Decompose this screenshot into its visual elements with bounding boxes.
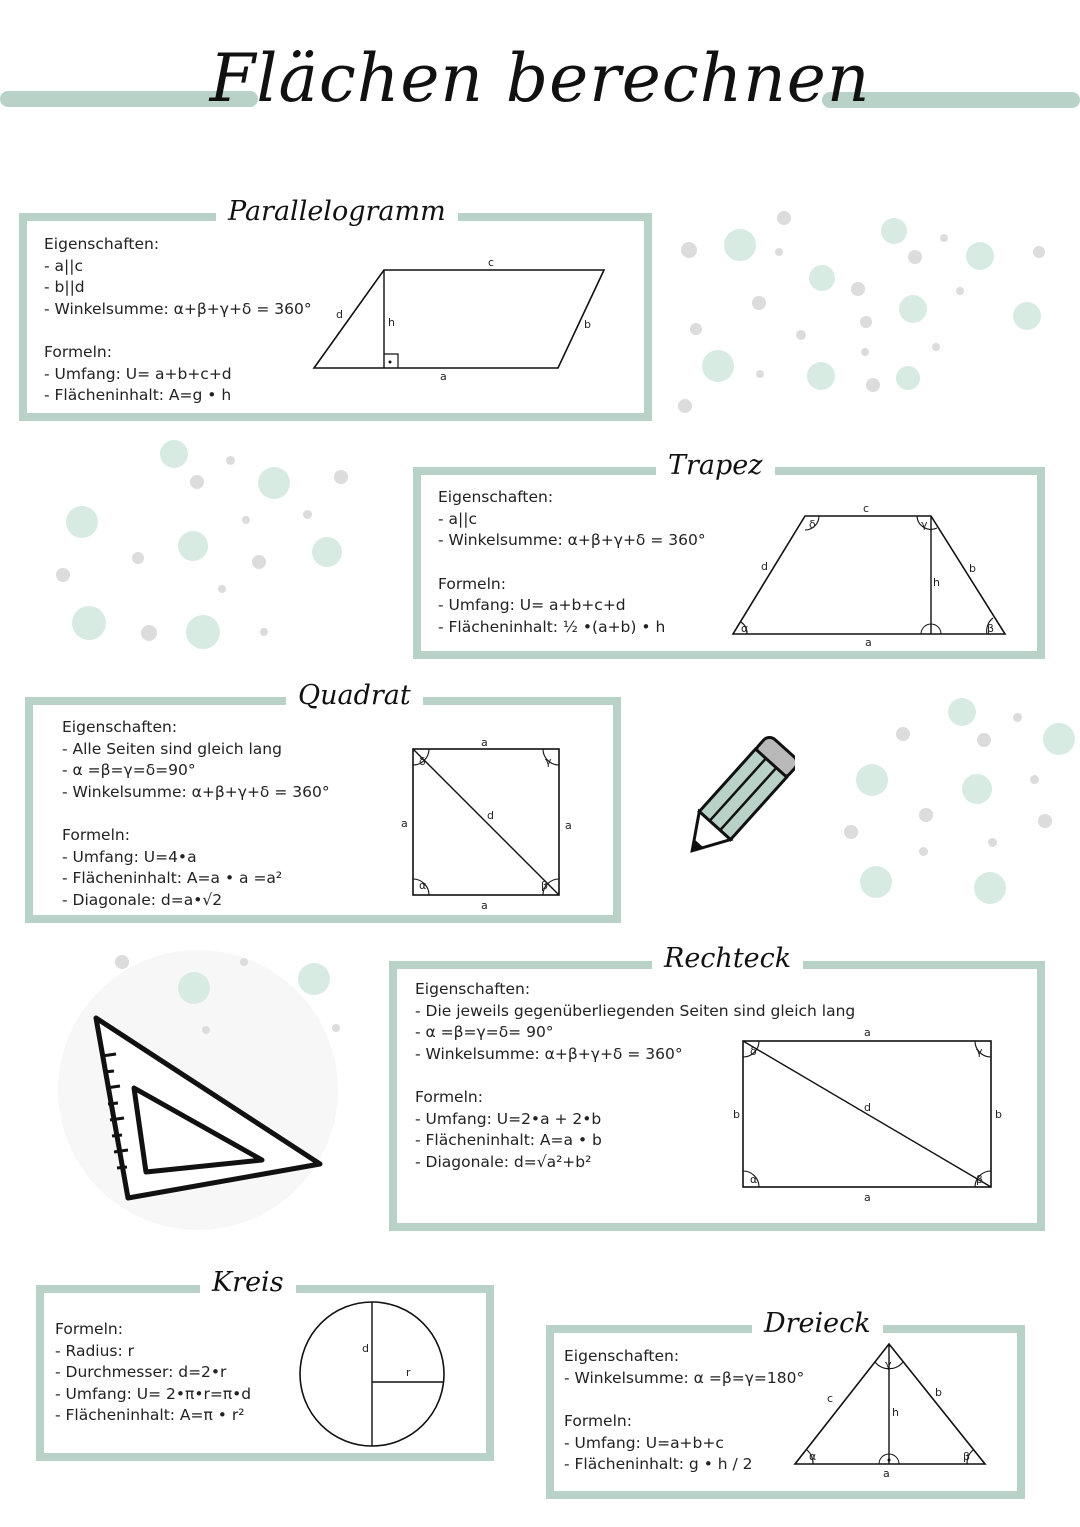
svg-text:a: a bbox=[865, 636, 872, 648]
svg-text:c: c bbox=[827, 1392, 834, 1405]
svg-text:a: a bbox=[481, 899, 488, 912]
svg-text:a: a bbox=[401, 817, 408, 830]
svg-text:b: b bbox=[995, 1108, 1002, 1121]
trapez-text: Eigenschaften: - a||c - Winkelsumme: α+β+γ+δ = 360° Formeln: - Umfang: U= a+b+c+d - Flächeninhalt: ½ •(a+b) • h bbox=[438, 488, 706, 636]
svg-text:d: d bbox=[362, 1342, 369, 1355]
svg-text:a: a bbox=[440, 370, 447, 383]
svg-text:c: c bbox=[863, 502, 870, 515]
rechteck-text: Eigenschaften: - Die jeweils gegenüberliegenden Seiten sind gleich lang - α =β=γ=δ= 90° - Winkelsumme: α+β+γ+δ = 360° Formeln: - Umfang: U=2•a + 2•b - Flächeninhalt: A=a • b - Diagonale: d=√a²+b² bbox=[415, 980, 856, 1171]
svg-text:γ: γ bbox=[885, 1358, 892, 1371]
svg-text:α: α bbox=[741, 622, 749, 635]
kreis-diagram bbox=[296, 1298, 448, 1450]
trapez-diagram bbox=[725, 498, 1015, 648]
svg-text:d: d bbox=[487, 809, 494, 822]
svg-text:c: c bbox=[488, 256, 495, 269]
svg-text:δ: δ bbox=[809, 518, 816, 531]
parallelogramm-diagram bbox=[300, 250, 620, 390]
svg-text:α: α bbox=[419, 879, 427, 892]
parallelogramm-heading: Parallelogramm bbox=[216, 196, 458, 227]
svg-text:β: β bbox=[987, 622, 995, 635]
svg-text:γ: γ bbox=[976, 1045, 983, 1058]
svg-text:γ: γ bbox=[921, 518, 928, 531]
parallelogramm-text: Eigenschaften: - a||c - b||d - Winkelsumme: α+β+γ+δ = 360° Formeln: - Umfang: U= a+b+c+d - Flächeninhalt: A=g • h bbox=[44, 235, 312, 404]
rechteck-diagram bbox=[728, 1025, 1013, 1205]
svg-text:γ: γ bbox=[545, 755, 552, 768]
svg-text:α: α bbox=[809, 1450, 817, 1463]
svg-text:δ: δ bbox=[419, 755, 426, 768]
set-square-icon bbox=[90, 1010, 330, 1210]
svg-text:d: d bbox=[864, 1101, 871, 1114]
svg-text:h: h bbox=[933, 576, 940, 589]
svg-text:h: h bbox=[892, 1406, 899, 1419]
pencil-icon bbox=[680, 736, 795, 866]
quadrat-text: Eigenschaften: - Alle Seiten sind gleich lang - α =β=γ=δ=90° - Winkelsumme: α+β+γ+δ = 360° Formeln: - Umfang: U=4•a - Flächeninhalt: A=a • a =a² - Diagonale: d=a•√2 bbox=[62, 718, 330, 909]
svg-text:β: β bbox=[963, 1450, 971, 1463]
svg-text:a: a bbox=[565, 819, 572, 832]
svg-text:d: d bbox=[761, 560, 768, 573]
svg-text:b: b bbox=[733, 1108, 740, 1121]
svg-text:a: a bbox=[864, 1191, 871, 1204]
rechteck-heading: Rechteck bbox=[652, 943, 803, 974]
svg-text:h: h bbox=[388, 316, 395, 329]
svg-text:b: b bbox=[584, 318, 591, 331]
svg-text:b: b bbox=[935, 1386, 942, 1399]
svg-text:d: d bbox=[336, 308, 343, 321]
quadrat-diagram bbox=[395, 735, 585, 915]
svg-text:a: a bbox=[481, 736, 488, 749]
dreieck-diagram bbox=[785, 1336, 1000, 1486]
page-title: Flächen berechnen bbox=[209, 40, 871, 117]
svg-text:r: r bbox=[406, 1366, 411, 1379]
dreieck-heading: Dreieck bbox=[752, 1308, 883, 1339]
svg-text:β: β bbox=[976, 1173, 984, 1186]
svg-text:α: α bbox=[750, 1173, 758, 1186]
trapez-heading: Trapez bbox=[656, 450, 775, 481]
svg-text:b: b bbox=[969, 562, 976, 575]
kreis-heading: Kreis bbox=[200, 1267, 296, 1298]
svg-text:a: a bbox=[883, 1467, 890, 1480]
dreieck-text: Eigenschaften: - Winkelsumme: α =β=γ=180° Formeln: - Umfang: U=a+b+c - Flächeninhalt: g • h / 2 bbox=[564, 1347, 805, 1473]
svg-text:β: β bbox=[541, 879, 549, 892]
svg-text:δ: δ bbox=[750, 1045, 757, 1058]
kreis-text: Formeln: - Radius: r - Durchmesser: d=2•r - Umfang: U= 2•π•r=π•d - Flächeninhalt: A=π • r² bbox=[55, 1320, 252, 1424]
svg-text:a: a bbox=[864, 1026, 871, 1039]
quadrat-heading: Quadrat bbox=[286, 680, 423, 711]
